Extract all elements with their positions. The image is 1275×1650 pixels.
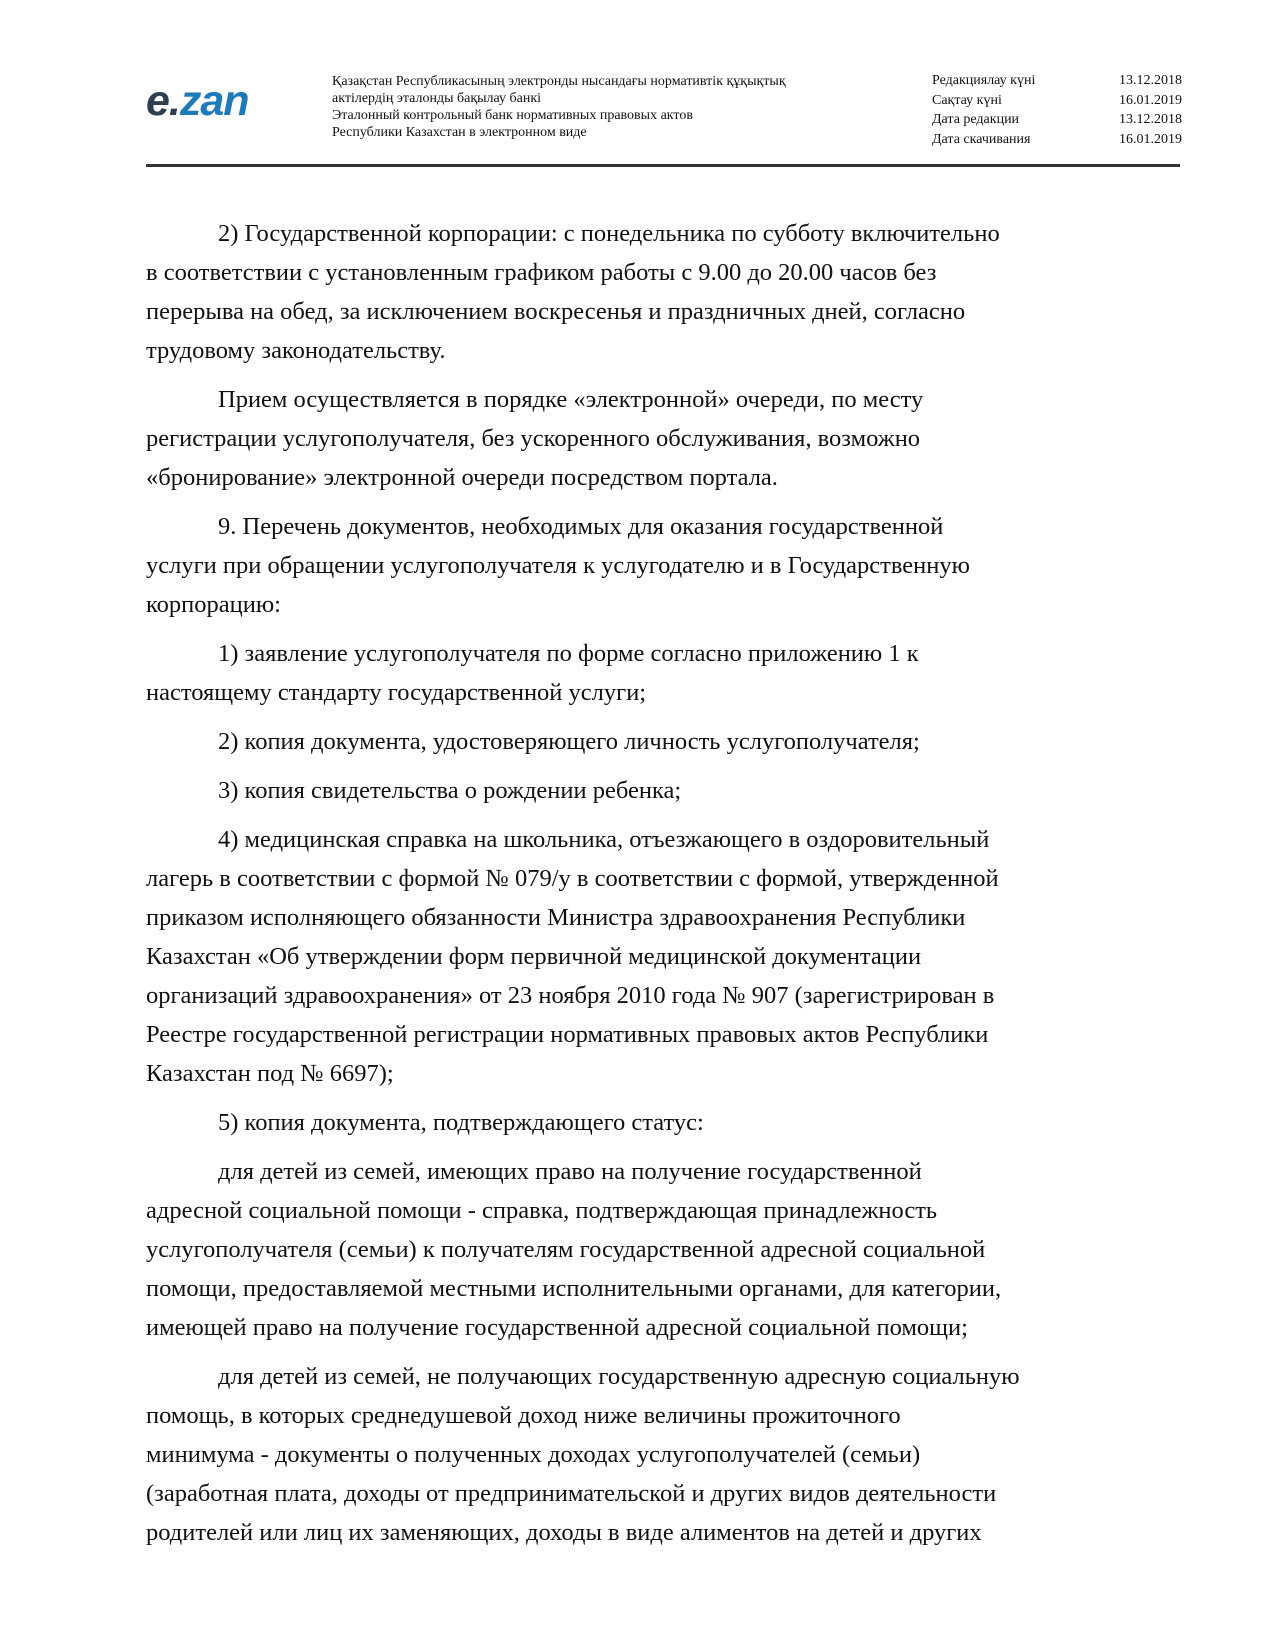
document-header [146, 66, 1180, 166]
paragraph [146, 820, 1186, 1093]
meta-row [932, 130, 1182, 150]
paragraph-line: Реестре государственной регистрации нормативных правовых актов Республики [146, 1021, 989, 1048]
paragraph-line: настоящему стандарту государственной услуги; [146, 679, 647, 706]
paragraph-line: организаций здравоохранения» от 23 ноября 2010 года № 907 (зарегистрирован в [146, 982, 995, 1009]
paragraph-line: 9. Перечень документов, необходимых для оказания государственной [218, 513, 944, 540]
paragraph-line: для детей из семей, не получающих государственную адресную социальную [218, 1363, 1020, 1390]
meta-label: Сақтау күні [932, 92, 1002, 108]
paragraph-line: перерыва на обед, за исключением воскресенья и праздничных дней, согласно [146, 298, 966, 325]
header-title-line: Эталонный контрольный банк нормативных правовых актов [332, 108, 693, 123]
paragraph-line: 3) копия свидетельства о рождении ребенка; [218, 777, 682, 804]
paragraph [146, 634, 1186, 712]
meta-value: 13.12.2018 [1119, 112, 1182, 127]
header-meta [932, 71, 1182, 149]
paragraph-line: помощь, в которых среднедушевой доход ниже величины прожиточного [146, 1402, 901, 1429]
paragraph [146, 507, 1186, 624]
paragraph [146, 722, 1186, 761]
meta-row [932, 110, 1182, 130]
paragraph-line: регистрации услугополучателя, без ускоренного обслуживания, возможно [146, 425, 921, 452]
paragraph [146, 380, 1186, 497]
meta-value: 13.12.2018 [1119, 73, 1182, 88]
paragraph-line: минимума - документы о полученных доходах услугополучателей (семьи) [146, 1441, 921, 1468]
logo-zan: zan [179, 77, 249, 125]
ezan-logo [146, 77, 249, 125]
paragraph-line: помощи, предоставляемой местными исполнительными органами, для категории, [146, 1275, 1002, 1302]
paragraph-line: 5) копия документа, подтверждающего статус: [218, 1109, 704, 1136]
header-divider [146, 164, 1180, 167]
meta-value: 16.01.2019 [1119, 92, 1182, 108]
meta-row [932, 71, 1182, 91]
meta-label: Редакциялау күні [932, 73, 1036, 88]
meta-label: Дата скачивания [932, 131, 1031, 147]
logo-dot: . [168, 77, 180, 125]
paragraph-line: имеющей право на получение государственной адресной социальной помощи; [146, 1314, 968, 1341]
meta-value: 16.01.2019 [1119, 131, 1182, 147]
paragraph-line: корпорацию: [146, 591, 281, 618]
paragraph-line: трудовому законодательству. [146, 337, 446, 364]
paragraph-line: услугополучателя (семьи) к получателям государственной адресной социальной [146, 1236, 986, 1263]
header-title-line: Республики Казахстан в электронном виде [332, 125, 587, 140]
paragraph [146, 1357, 1186, 1552]
paragraph-line: Казахстан под № 6697); [146, 1060, 394, 1087]
meta-label: Дата редакции [932, 112, 1020, 127]
paragraph-line: (заработная плата, доходы от предпринимательской и других видов деятельности [146, 1480, 997, 1507]
paragraph-line: Прием осуществляется в порядке «электронной» очереди, по месту [218, 386, 924, 413]
paragraph-line: лагерь в соответствии с формой № 079/у в соответствии с формой, утвержденной [146, 865, 999, 892]
logo-e: e [146, 77, 169, 125]
paragraph [146, 1103, 1186, 1142]
paragraph-line: родителей или лиц их заменяющих, доходы в виде алиментов на детей и других [146, 1519, 982, 1546]
paragraph-line: услуги при обращении услугополучателя к услугодателю и в Государственную [146, 552, 970, 579]
paragraph-line: 2) Государственной корпорации: с понедельника по субботу включительно [218, 220, 1000, 247]
meta-row [932, 91, 1182, 111]
paragraph-line: в соответствии с установленным графиком работы с 9.00 до 20.00 часов без [146, 259, 937, 286]
header-title-line: актілердің эталонды бақылау банкі [332, 91, 542, 106]
paragraph [146, 1152, 1186, 1347]
paragraph-line: 2) копия документа, удостоверяющего личность услугополучателя; [218, 728, 920, 755]
paragraph-line: 4) медицинская справка на школьника, отъезжающего в оздоровительный [218, 826, 990, 853]
paragraph-line: для детей из семей, имеющих право на получение государственной [218, 1158, 922, 1185]
paragraph-line: 1) заявление услугополучателя по форме согласно приложению 1 к [218, 640, 919, 667]
paragraph [146, 771, 1186, 810]
header-title [332, 73, 892, 141]
paragraph [146, 214, 1186, 370]
paragraph-line: адресной социальной помощи - справка, подтверждающая принадлежность [146, 1197, 938, 1224]
paragraph-line: «бронирование» электронной очереди посредством портала. [146, 464, 778, 491]
paragraph-line: Казахстан «Об утверждении форм первичной медицинской документации [146, 943, 922, 970]
header-title-line: Қазақстан Республикасының электронды нысандағы нормативтік құқықтық [332, 74, 786, 89]
document-body [146, 214, 1186, 1562]
paragraph-line: приказом исполняющего обязанности Министра здравоохранения Республики [146, 904, 966, 931]
